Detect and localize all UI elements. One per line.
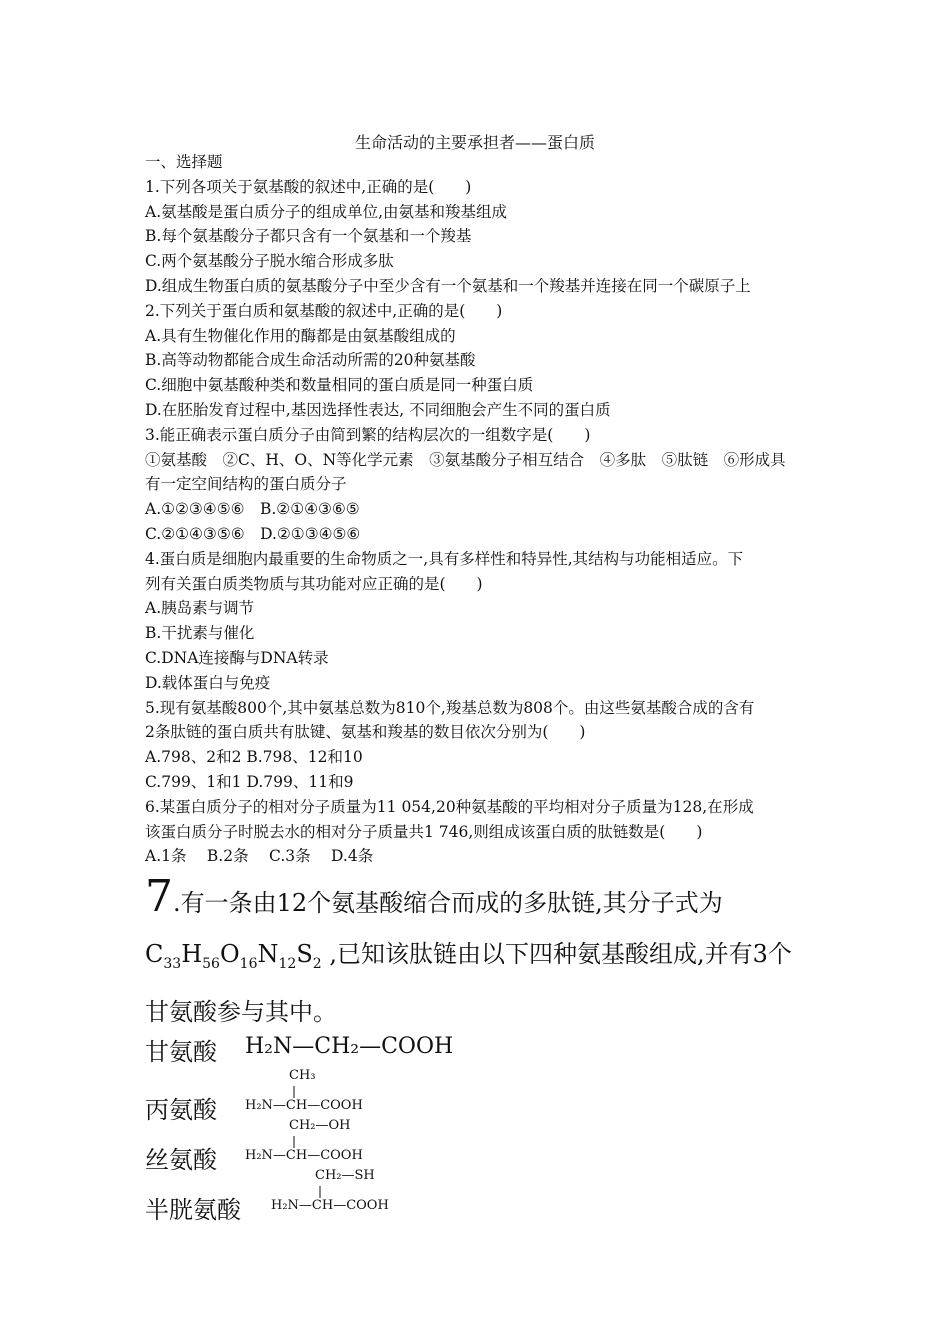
alanine-side-chain: CH₃ bbox=[289, 1068, 316, 1083]
serine-side-chain: CH₂—OH bbox=[289, 1118, 351, 1133]
alanine-backbone: H₂N—CH—COOH bbox=[245, 1098, 363, 1113]
question-4-stem: 4.蛋白质是细胞内最重要的生命物质之一,具有多样性和特异性,其结构与功能相适应。下 bbox=[145, 549, 744, 568]
question-7-number: 7 bbox=[145, 871, 173, 922]
question-3-items-cont: 有一定空间结构的蛋白质分子 bbox=[145, 475, 347, 494]
serine-backbone: H₂N—CH—COOH bbox=[245, 1148, 363, 1163]
question-2-stem: 2.下列关于蛋白质和氨基酸的叙述中,正确的是( ) bbox=[145, 301, 503, 320]
cysteine-backbone: H₂N—CH—COOH bbox=[271, 1198, 389, 1213]
cysteine-name: 半胱氨酸 bbox=[145, 1196, 241, 1224]
glycine-formula: H₂N—CH₂—COOH bbox=[245, 1034, 454, 1059]
page-title: 生命活动的主要承担者——蛋白质 bbox=[354, 133, 595, 152]
alanine-name: 丙氨酸 bbox=[145, 1096, 217, 1124]
question-7-line-1: 7.有一条由12个氨基酸缩合而成的多肽链,其分子式为 bbox=[145, 871, 723, 922]
question-1-stem: 1.下列各项关于氨基酸的叙述中,正确的是( ) bbox=[145, 177, 472, 196]
question-2-option-a: A.具有生物催化作用的酶都是由氨基酸组成的 bbox=[145, 326, 456, 345]
question-5-options-cd: C.799、1和1 D.799、11和9 bbox=[145, 772, 354, 791]
question-5-options-ab: A.798、2和2 B.798、12和10 bbox=[145, 748, 363, 767]
question-3-options-cd: C.②①④③⑤⑥ D.②①③④⑤⑥ bbox=[145, 524, 361, 543]
question-2-option-c: C.细胞中氨基酸种类和数量相同的蛋白质是同一种蛋白质 bbox=[145, 376, 534, 395]
question-3-options-ab: A.①②③④⑤⑥ B.②①④③⑥⑤ bbox=[145, 500, 360, 519]
question-1-option-d: D.组成生物蛋白质的氨基酸分子中至少含有一个氨基和一个羧基并连接在同一个碳原子上 bbox=[145, 276, 751, 295]
question-6-stem: 6.某蛋白质分子的相对分子质量为11 054,20种氨基酸的平均相对分子质量为128,在形成 bbox=[145, 797, 754, 816]
question-4-option-b: B.干扰素与催化 bbox=[145, 624, 255, 643]
question-7 bbox=[145, 872, 825, 1038]
question-2-option-b: B.高等动物都能合成生命活动所需的20种氨基酸 bbox=[145, 351, 476, 370]
question-4-stem-cont: 列有关蛋白质类物质与其功能对应正确的是( ) bbox=[145, 574, 483, 593]
question-4-option-a: A.胰岛素与调节 bbox=[145, 599, 255, 618]
question-2-option-d: D.在胚胎发育过程中,基因选择性表达, 不同细胞会产生不同的蛋白质 bbox=[145, 400, 611, 419]
question-1-option-a: A.氨基酸是蛋白质分子的组成单位,由氨基和羧基组成 bbox=[145, 202, 508, 221]
molecular-formula: $C_{33}H_{56}O_{16}N_{12}S_2$ bbox=[145, 940, 322, 972]
question-5-stem-cont: 2条肽链的蛋白质共有肽键、氨基和羧基的数目依次分别为( ) bbox=[145, 723, 586, 742]
question-1-option-c: C.两个氨基酸分子脱水缩合形成多肽 bbox=[145, 252, 394, 271]
question-3-stem: 3.能正确表示蛋白质分子由简到繁的结构层次的一组数字是( ) bbox=[145, 425, 591, 444]
question-7-line-2: $C_{33}H_{56}O_{16}N_{12}S_2$ ,已知该肽链由以下四种氨基酸组成,并有3个 bbox=[145, 940, 792, 972]
serine-name: 丝氨酸 bbox=[145, 1146, 217, 1174]
cysteine-structure bbox=[271, 1168, 431, 1218]
question-7-line-3: 甘氨酸参与其中。 bbox=[145, 998, 337, 1026]
question-list bbox=[145, 150, 825, 869]
alanine-structure bbox=[245, 1068, 405, 1118]
question-5-stem: 5.现有氨基酸800个,其中氨基总数为810个,羧基总数为808个。由这些氨基酸合成的含有 bbox=[145, 698, 755, 717]
serine-structure bbox=[245, 1118, 405, 1168]
question-3-items: ①氨基酸 ②C、H、O、N等化学元素 ③氨基酸分子相互结合 ④多肽 ⑤肽链 ⑥形成具 bbox=[145, 450, 786, 469]
question-6-options: A.1条 B.2条 C.3条 D.4条 bbox=[145, 847, 374, 866]
cysteine-side-chain: CH₂—SH bbox=[315, 1168, 375, 1183]
glycine-name: 甘氨酸 bbox=[145, 1038, 217, 1066]
question-4-option-c: C.DNA连接酶与DNA转录 bbox=[145, 648, 329, 667]
section-heading: 一、选择题 bbox=[145, 153, 223, 171]
question-4-option-d: D.载体蛋白与免疫 bbox=[145, 673, 271, 692]
question-6-stem-cont: 该蛋白质分子时脱去水的相对分子质量共1 746,则组成该蛋白质的肽链数是( ) bbox=[145, 822, 703, 841]
question-1-option-b: B.每个氨基酸分子都只含有一个氨基和一个羧基 bbox=[145, 227, 472, 246]
